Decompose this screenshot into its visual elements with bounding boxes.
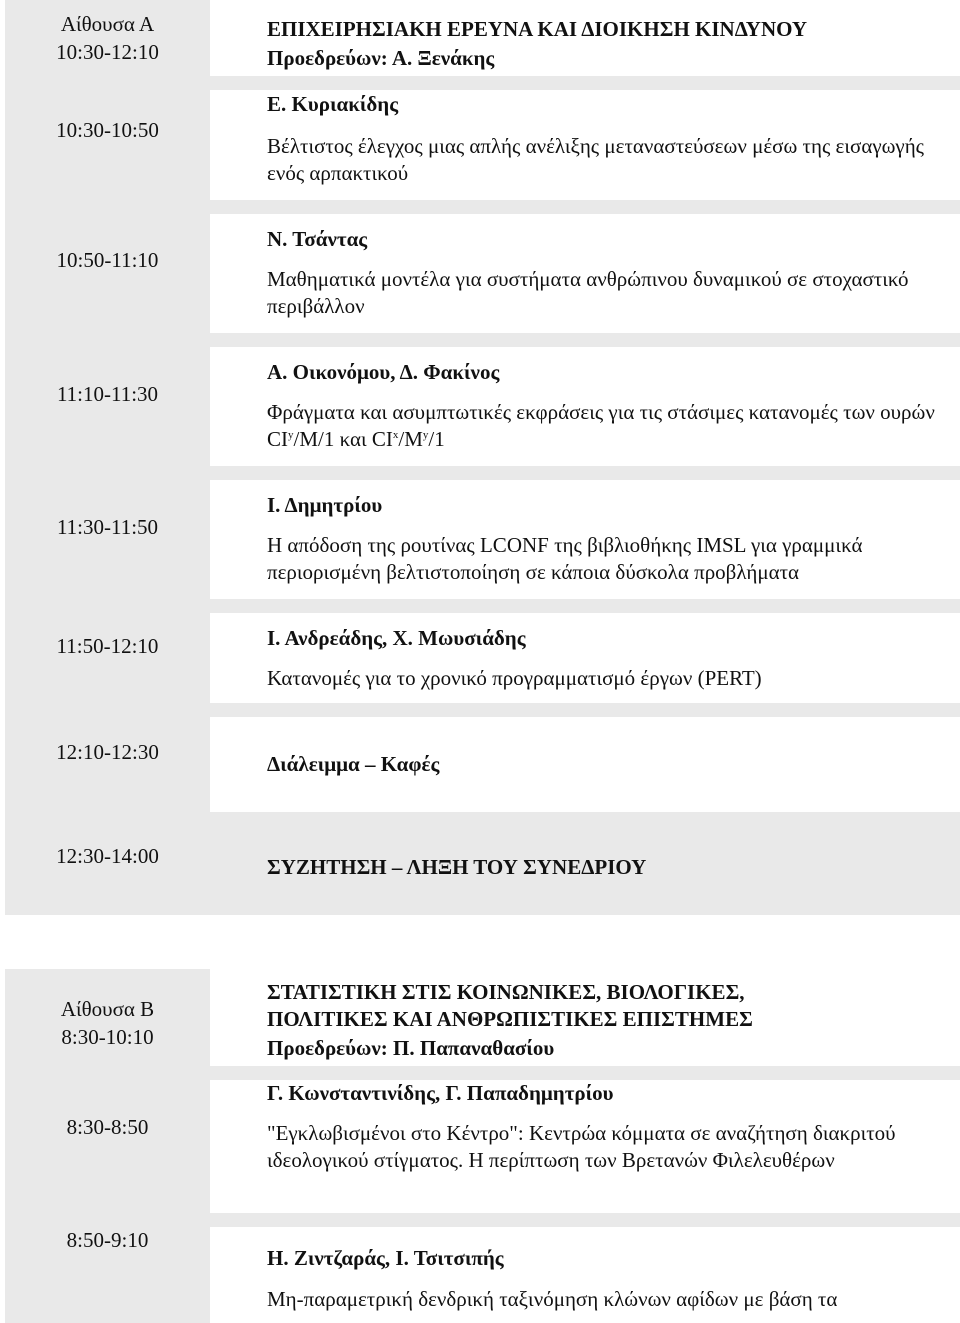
talk-title: Βέλτιστος έλεγχος μιας απλής ανέλιξης μεταναστεύσεων μέσω της εισαγωγής ενός αρπακτικού [267, 134, 924, 185]
talk-authors: Ι. Ανδρεάδης, Χ. Μωυσιάδης [267, 626, 526, 650]
talk-authors: Α. Οικονόμου, Δ. Φακίνος [267, 360, 500, 384]
closing-label: ΣΥΖΗΤΗΣΗ – ΛΗΞΗ ΤΟΥ ΣΥΝΕΔΡΙΟΥ [267, 855, 647, 879]
talk-title: "Εγκλωβισμένοι στο Κέντρο": Κεντρώα κόμματα σε αναζήτηση διακριτού ιδεολογικού στίγματος. Η περίπτωση των Βρετανών Φιλελευθέρων [267, 1121, 896, 1172]
session-a-chair: Προεδρεύων: Α. Ξενάκης [267, 46, 495, 70]
session-a-title: ΕΠΙΧΕΙΡΗΣΙΑΚΗ ΕΡΕΥΝΑ ΚΑΙ ΔΙΟΙΚΗΣΗ ΚΙΝΔΥΝΟΥ [267, 17, 808, 41]
row-separator [5, 466, 960, 480]
talk-authors: Ν. Τσάντας [267, 227, 368, 251]
talk-title: Κατανομές για το χρονικό προγραμματισμό έργων (PERT) [267, 666, 762, 690]
talk-time: 11:50-12:10 [56, 634, 159, 658]
talk-authors: Ε. Κυριακίδης [267, 92, 399, 116]
row-separator [5, 703, 960, 717]
session-b-room: Αίθουσα Β [60, 997, 155, 1021]
session-a-time: 10:30-12:10 [56, 40, 159, 64]
session-b-block [5, 969, 960, 1323]
session-b-title-line1: ΣΤΑΤΙΣΤΙΚΗ ΣΤΙΣ ΚΟΙΝΩΝΙΚΕΣ, ΒΙΟΛΟΓΙΚΕΣ, [267, 980, 745, 1004]
talk-title: Μαθηματικά μοντέλα για συστήματα ανθρώπινου δυναμικού σε στοχαστικό περιβάλλον [267, 267, 909, 318]
row-separator [5, 1066, 960, 1080]
talk-time: 8:50-9:10 [66, 1228, 149, 1252]
talk-authors: Γ. Κωνσταντινίδης, Γ. Παπαδημητρίου [267, 1081, 614, 1105]
talk-time: 11:30-11:50 [56, 515, 159, 539]
row-separator [5, 599, 960, 613]
talk-title: Μη-παραμετρική δενδρική ταξινόμηση κλώνων αφίδων με βάση τα [267, 1287, 838, 1311]
talk-time: 10:30-10:50 [56, 118, 159, 142]
talk-time: 8:30-8:50 [66, 1115, 149, 1139]
session-a-room: Αίθουσα Α [60, 12, 155, 36]
session-a-block [5, 0, 960, 915]
talk-time: 11:10-11:30 [56, 382, 159, 406]
row-separator [5, 76, 960, 90]
talk-authors: Ι. Δημητρίου [267, 493, 383, 517]
break-time: 12:10-12:30 [56, 740, 159, 764]
talk-time: 10:50-11:10 [56, 248, 159, 272]
session-b-title-line2: ΠΟΛΙΤΙΚΕΣ ΚΑΙ ΑΝΘΡΩΠΙΣΤΙΚΕΣ ΕΠΙΣΤΗΜΕΣ [267, 1007, 753, 1031]
session-b-time: 8:30-10:10 [61, 1025, 154, 1049]
session-b-chair: Προεδρεύων: Π. Παπαναθασίου [267, 1036, 555, 1060]
talk-authors: Η. Ζιντζαράς, Ι. Τσιτσιπής [267, 1246, 504, 1270]
talk-title: Η απόδοση της ρουτίνας LCONF της βιβλιοθήκης IMSL για γραμμικά περιορισμένη βελτιστοποίηση σε κάποια δύσκολα προβλήματα [267, 533, 863, 584]
closing-time: 12:30-14:00 [56, 844, 159, 868]
row-separator [5, 333, 960, 347]
row-separator [5, 200, 960, 214]
break-label: Διάλειμμα – Καφές [267, 752, 440, 776]
talk-title: Φράγματα και ασυμπτωτικές εκφράσεις για τις στάσιμες κατανομές των ουρών $CI^y/M/1$ και $CI^x/M^y/1$ [267, 400, 935, 451]
row-separator [5, 1213, 960, 1227]
